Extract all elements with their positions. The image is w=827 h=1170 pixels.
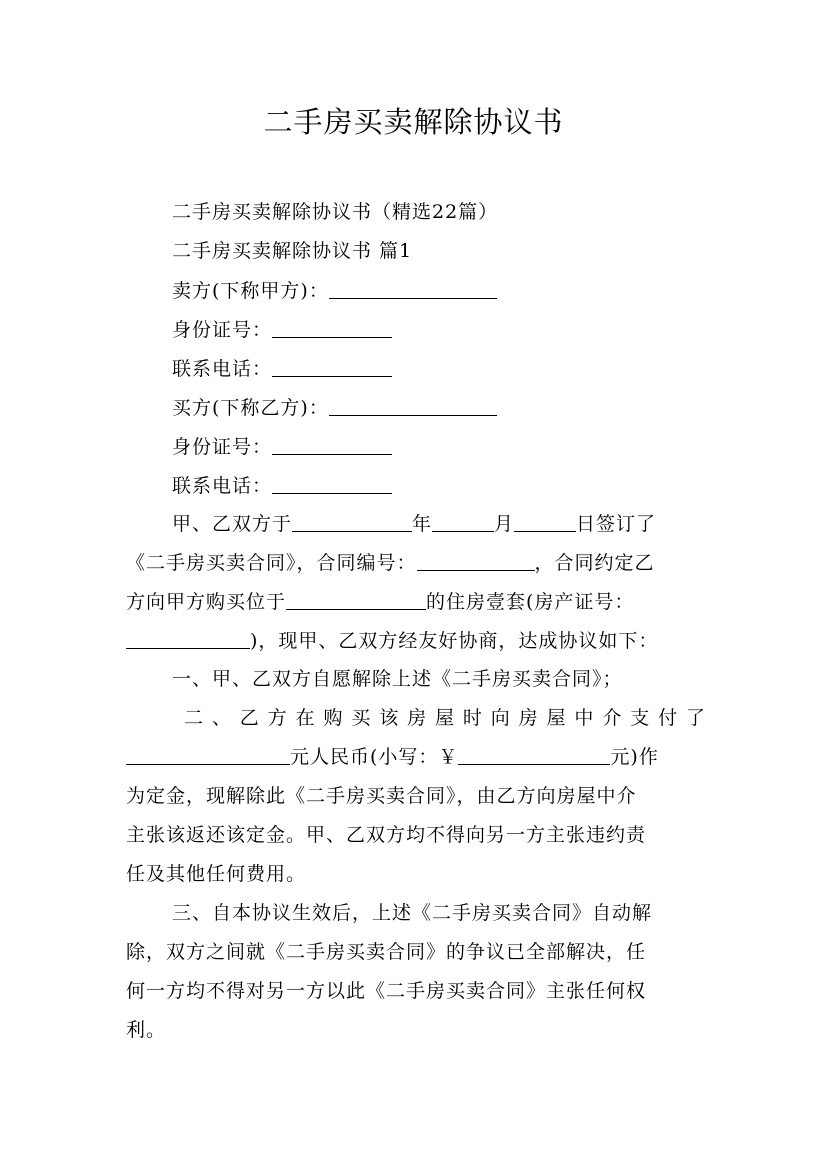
property-cert-blank bbox=[126, 629, 250, 649]
seller-phone-blank bbox=[272, 357, 392, 377]
amount-blank bbox=[126, 745, 290, 765]
buyer-id-label: 身份证号： bbox=[172, 436, 273, 458]
para1-day: 日签订了 bbox=[576, 513, 657, 535]
month-blank bbox=[432, 512, 494, 532]
year-blank bbox=[292, 512, 412, 532]
article-heading: 二手房买卖解除协议书 篇1 bbox=[172, 240, 413, 262]
para1-line1 bbox=[172, 510, 706, 538]
clause2-line4: 主张该返还该定金。甲、乙双方均不得向另一方主张违约责 bbox=[126, 824, 647, 846]
buyer-phone-blank bbox=[272, 474, 392, 494]
clause1: 一、甲、乙双方自愿解除上述《二手房买卖合同》； bbox=[172, 668, 623, 690]
seller-row bbox=[172, 277, 752, 305]
clause2-text: 元人民币(小写：￥ bbox=[290, 746, 459, 768]
contract-no-blank bbox=[417, 551, 535, 571]
clause2-line3: 为定金，现解除此《二手房买卖合同》，由乙方向房屋中介 bbox=[126, 785, 637, 807]
clause3-line2: 除，双方之间就《二手房买卖合同》的争议已全部解决，任 bbox=[126, 941, 647, 963]
buyer-phone-label: 联系电话： bbox=[172, 475, 273, 497]
para1-contract-no-label: 《二手房买卖合同》，合同编号： bbox=[126, 552, 417, 574]
day-blank bbox=[514, 512, 576, 532]
clause3-line1: 三、自本协议生效后，上述《二手房买卖合同》自动解 bbox=[172, 902, 653, 924]
clause2-line1: 二、乙方在购买该房屋时向房屋中介支付了 bbox=[184, 707, 706, 729]
para1-text: ，合同约定乙 bbox=[534, 552, 655, 574]
clause2-text: 元)作 bbox=[610, 746, 659, 768]
buyer-label: 买方(下称乙方)： bbox=[172, 397, 329, 419]
buyer-blank bbox=[329, 396, 497, 416]
para1-text: 甲、乙双方于 bbox=[172, 513, 293, 535]
clause3-line4: 利。 bbox=[126, 1019, 167, 1041]
document-title: 二手房买卖解除协议书 bbox=[263, 105, 564, 139]
buyer-id-blank bbox=[272, 435, 392, 455]
seller-phone-label: 联系电话： bbox=[172, 358, 273, 380]
buyer-phone-row bbox=[172, 472, 752, 500]
seller-blank bbox=[329, 279, 497, 299]
seller-id-blank bbox=[272, 318, 392, 338]
clause3-line3: 何一方均不得对另一方以此《二手房买卖合同》主张任何权 bbox=[126, 980, 647, 1002]
seller-id-row bbox=[172, 316, 752, 344]
seller-id-label: 身份证号： bbox=[172, 319, 273, 341]
para1-line3 bbox=[126, 588, 706, 616]
para1-text: 的住房壹套(房产证号： bbox=[426, 591, 635, 613]
buyer-row bbox=[172, 394, 752, 422]
para1-line2 bbox=[126, 549, 706, 577]
para1-text: )，现甲、乙双方经友好协商，达成协议如下： bbox=[250, 630, 659, 652]
para1-line4 bbox=[126, 627, 706, 655]
clause2-line5: 任及其他任何费用。 bbox=[126, 863, 307, 885]
seller-label: 卖方(下称甲方)： bbox=[172, 280, 329, 302]
amount-figure-blank bbox=[458, 745, 610, 765]
seller-phone-row bbox=[172, 355, 752, 383]
buyer-id-row bbox=[172, 433, 752, 461]
document-subtitle: 二手房买卖解除协议书（精选22篇） bbox=[172, 201, 499, 223]
para1-text: 方向甲方购买位于 bbox=[126, 591, 287, 613]
para1-month: 月 bbox=[494, 513, 515, 535]
clause2-line2 bbox=[126, 743, 706, 771]
para1-year: 年 bbox=[412, 513, 433, 535]
location-blank bbox=[286, 590, 426, 610]
